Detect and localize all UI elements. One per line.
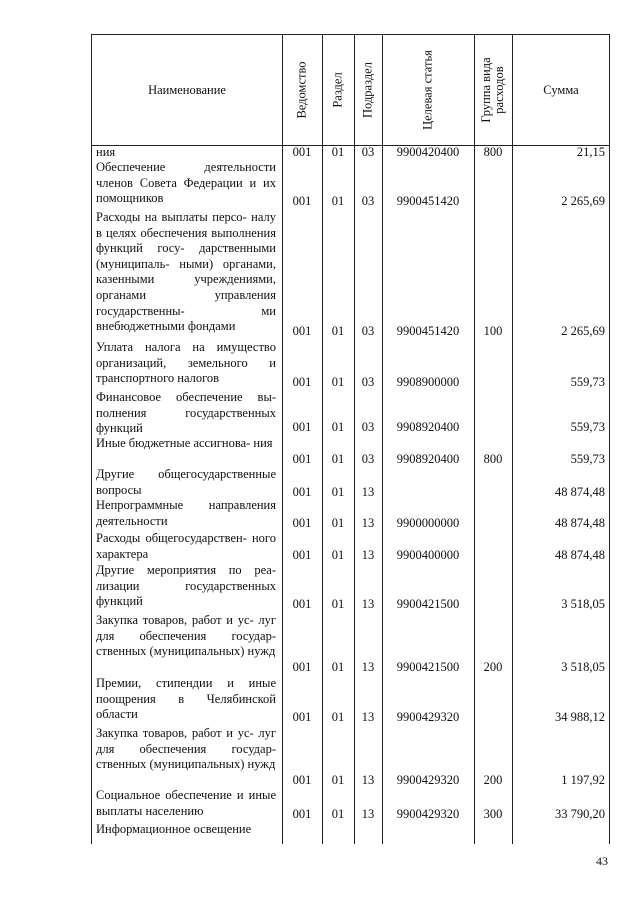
podrazdel-cell: 13 (361, 548, 375, 562)
celevaya-cell: 9900421500 (396, 597, 460, 611)
row-name-cell: Обеспечение деятельности членов Совета Федерации и их помощников (96, 160, 276, 206)
header-name: Наименование (148, 82, 226, 97)
gruppa-cell: 200 (483, 773, 503, 787)
celevaya-cell: 9900400000 (396, 548, 460, 562)
gruppa-cell: 100 (483, 324, 503, 338)
podrazdel-cell: 03 (361, 145, 375, 159)
celevaya-cell: 9900420400 (396, 145, 460, 159)
razdel-cell: 01 (331, 710, 345, 724)
razdel-cell: 01 (331, 452, 345, 466)
vedomstvo-cell: 001 (292, 145, 312, 159)
vedomstvo-cell: 001 (292, 516, 312, 530)
podrazdel-cell: 13 (361, 807, 375, 821)
row-name-cell: Социальное обеспечение и иные выплаты населению (96, 788, 276, 818)
gruppa-cell: 800 (483, 145, 503, 159)
header-gruppa: Группа вида расходов (479, 57, 506, 123)
row-name-cell: Непрограммные направления деятельности (96, 498, 276, 528)
header-razdel: Раздел (330, 72, 345, 108)
celevaya-cell: 9900421500 (396, 660, 460, 674)
vedomstvo-cell: 001 (292, 597, 312, 611)
vedomstvo-cell: 001 (292, 375, 312, 389)
header-podrazdel: Подраздел (360, 62, 375, 118)
celevaya-cell: 9900451420 (396, 324, 460, 338)
razdel-cell: 01 (331, 597, 345, 611)
razdel-cell: 01 (331, 660, 345, 674)
podrazdel-cell: 13 (361, 660, 375, 674)
podrazdel-cell: 03 (361, 194, 375, 208)
celevaya-cell: 9900000000 (396, 516, 460, 530)
gruppa-cell: 200 (483, 660, 503, 674)
summa-cell: 48 874,48 (555, 485, 605, 499)
summa-cell: 48 874,48 (555, 516, 605, 530)
razdel-cell: 01 (331, 420, 345, 434)
gruppa-cell: 300 (483, 807, 503, 821)
row-name-cell: Уплата налога на имущество организаций, земельного и транспортного налогов (96, 340, 276, 386)
podrazdel-cell: 03 (361, 324, 375, 338)
razdel-cell: 01 (331, 807, 345, 821)
summa-cell: 559,73 (570, 452, 605, 466)
row-name-cell: Премии, стипендии и иные поощрения в Челябинской области (96, 676, 276, 722)
summa-cell: 3 518,05 (561, 660, 605, 674)
summa-cell: 33 790,20 (555, 807, 605, 821)
row-name-cell: Расходы общегосударствен- ного характера (96, 531, 276, 561)
razdel-cell: 01 (331, 773, 345, 787)
summa-cell: 3 518,05 (561, 597, 605, 611)
podrazdel-cell: 03 (361, 452, 375, 466)
header-summa: Сумма (543, 82, 579, 97)
row-name-cell: Расходы на выплаты персо- налу в целях обеспечения выполнения функций госу- дарственными (муниципаль- ными) органами, казенными учреждениями, органами управления государственны- ми внебюджетными фондами (96, 210, 276, 334)
row-name-cell: ния (96, 145, 116, 159)
podrazdel-cell: 13 (361, 597, 375, 611)
podrazdel-cell: 13 (361, 773, 375, 787)
header-celevaya: Целевая статья (420, 50, 435, 130)
razdel-cell: 01 (331, 516, 345, 530)
summa-cell: 48 874,48 (555, 548, 605, 562)
vedomstvo-cell: 001 (292, 452, 312, 466)
summa-cell: 559,73 (570, 375, 605, 389)
row-name-cell: Закупка товаров, работ и ус- луг для обеспечения государ- ственных (муниципальных) нужд (96, 613, 276, 659)
celevaya-cell: 9900429320 (396, 710, 460, 724)
razdel-cell: 01 (331, 194, 345, 208)
col-border (609, 34, 610, 844)
row-name-cell: Информационное освещение (96, 822, 252, 836)
vedomstvo-cell: 001 (292, 420, 312, 434)
razdel-cell: 01 (331, 145, 345, 159)
celevaya-cell: 9908920400 (396, 420, 460, 434)
vedomstvo-cell: 001 (292, 773, 312, 787)
summa-cell: 559,73 (570, 420, 605, 434)
razdel-cell: 01 (331, 485, 345, 499)
vedomstvo-cell: 001 (292, 548, 312, 562)
celevaya-cell: 9900429320 (396, 773, 460, 787)
vedomstvo-cell: 001 (292, 194, 312, 208)
celevaya-cell: 9908900000 (396, 375, 460, 389)
summa-cell: 21,15 (576, 145, 605, 159)
vedomstvo-cell: 001 (292, 710, 312, 724)
podrazdel-cell: 03 (361, 420, 375, 434)
summa-cell: 1 197,92 (561, 773, 605, 787)
summa-cell: 2 265,69 (561, 324, 605, 338)
vedomstvo-cell: 001 (292, 807, 312, 821)
page-number: 43 (596, 854, 608, 868)
celevaya-cell: 9908920400 (396, 452, 460, 466)
row-name-cell: Иные бюджетные ассигнова- ния (96, 436, 273, 450)
col-border (91, 34, 92, 844)
podrazdel-cell: 13 (361, 485, 375, 499)
podrazdel-cell: 13 (361, 710, 375, 724)
vedomstvo-cell: 001 (292, 660, 312, 674)
summa-cell: 34 988,12 (555, 710, 605, 724)
celevaya-cell: 9900451420 (396, 194, 460, 208)
vedomstvo-cell: 001 (292, 324, 312, 338)
row-name-cell: Закупка товаров, работ и ус- луг для обеспечения государ- ственных (муниципальных) нужд (96, 726, 276, 772)
summa-cell: 2 265,69 (561, 194, 605, 208)
row-name-cell: Другие мероприятия по реа- лизации государственных функций (96, 563, 276, 609)
razdel-cell: 01 (331, 324, 345, 338)
row-name-cell: Финансовое обеспечение вы- полнения государственных функций (96, 390, 276, 436)
celevaya-cell: 9900429320 (396, 807, 460, 821)
razdel-cell: 01 (331, 375, 345, 389)
row-name-cell: Другие общегосударственные вопросы (96, 467, 276, 497)
header-vedomstvo: Ведомство (294, 61, 309, 119)
podrazdel-cell: 03 (361, 375, 375, 389)
podrazdel-cell: 13 (361, 516, 375, 530)
razdel-cell: 01 (331, 548, 345, 562)
gruppa-cell: 800 (483, 452, 503, 466)
vedomstvo-cell: 001 (292, 485, 312, 499)
